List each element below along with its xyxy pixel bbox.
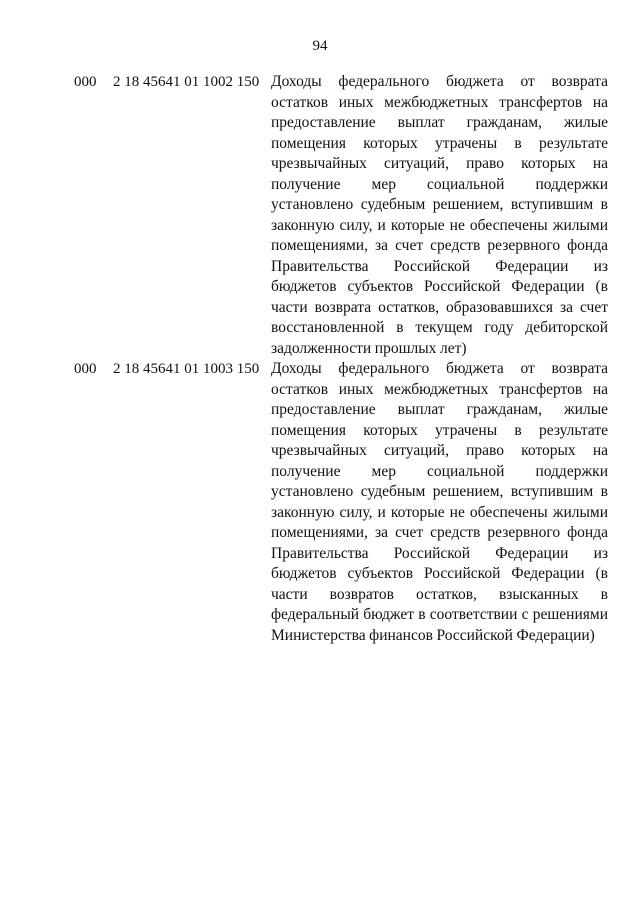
page-number: 94 — [312, 38, 328, 54]
table-row — [0, 72, 640, 359]
table-row — [0, 359, 640, 646]
budget-code-table — [0, 72, 640, 646]
admin-code: 000 — [74, 361, 97, 377]
kbk-code: 2 18 45641 01 1003 150 — [113, 361, 260, 377]
kbk-code: 2 18 45641 01 1002 150 — [113, 74, 260, 90]
income-description: Доходы федерального бюджета от возврата остатков иных межбюджетных трансфертов на предоставление выплат гражданам, жилые помещения которых утрачены в результате чрезвычайных ситуаций, право которых на получение мер социальной поддержки установлено судебным решением, вступившим в законную силу, и которые не обеспечены жилыми помещениями, за счет средств резервного фонда Правительства Российской Федерации из бюджетов субъектов Российской Федерации (в части возврата остатков, образовавшихся за счет восстановленной в текущем году дебиторской задолженности прошлых лет) — [271, 73, 608, 357]
admin-code: 000 — [74, 74, 97, 90]
income-description: Доходы федерального бюджета от возврата остатков иных межбюджетных трансфертов на предоставление выплат гражданам, жилые помещения которых утрачены в результате чрезвычайных ситуаций, право которых на получение мер социальной поддержки установлено судебным решением, вступившим в законную силу, и которые не обеспечены жилыми помещениями, за счет средств резервного фонда Правительства Российской Федерации из бюджетов субъектов Российской Федерации (в части возвратов остатков, взысканных в федеральный бюджет в соответствии с решениями Министерства финансов Российской Федерации) — [271, 360, 608, 644]
